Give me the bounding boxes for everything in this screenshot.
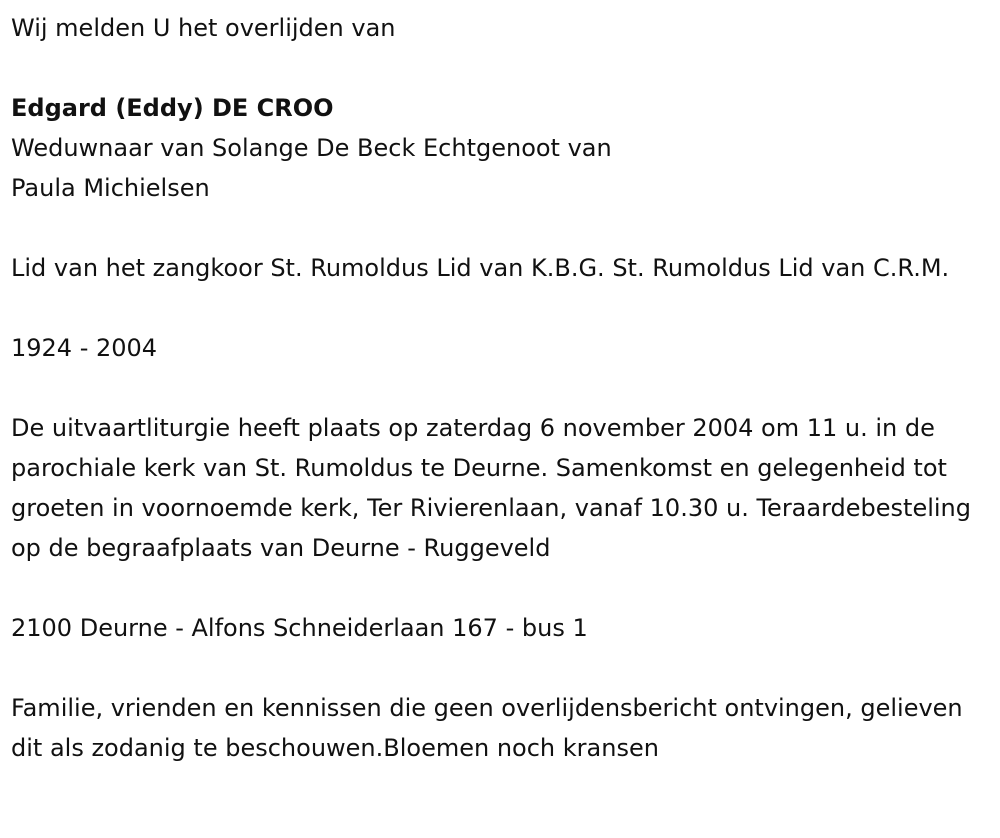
relation-line-2: Paula Michielsen: [11, 174, 210, 202]
memberships-text: Lid van het zangkoor St. Rumoldus Lid van K.B.G. St. Rumoldus Lid van C.R.M.: [11, 254, 950, 282]
spacer: [11, 208, 996, 248]
spacer: [11, 48, 996, 88]
spacer: [11, 368, 996, 408]
deceased-name: Edgard (Eddy) DE CROO: [11, 94, 334, 122]
spacer: [11, 648, 996, 688]
closing-text: Familie, vrienden en kennissen die geen overlijdensbericht ontvingen, gelieven dit als zodanig te beschouwen.Bloemen noch kransen: [11, 694, 963, 762]
intro-text: Wij melden U het overlijden van: [11, 14, 396, 42]
funeral-details: De uitvaartliturgie heeft plaats op zaterdag 6 november 2004 om 11 u. in de parochiale kerk van St. Rumoldus te Deurne. Samenkomst en gelegenheid tot groeten in voornoemde kerk, Ter Rivierenlaan, vanaf 10.30 u. Teraardebesteling op de begraafplaats van Deurne - Ruggeveld: [11, 414, 971, 562]
spacer: [11, 288, 996, 328]
address-text: 2100 Deurne - Alfons Schneiderlaan 167 - bus 1: [11, 614, 588, 642]
life-years: 1924 - 2004: [11, 334, 158, 362]
relation-line-1: Weduwnaar van Solange De Beck Echtgenoot van: [11, 134, 612, 162]
spacer: [11, 568, 996, 608]
